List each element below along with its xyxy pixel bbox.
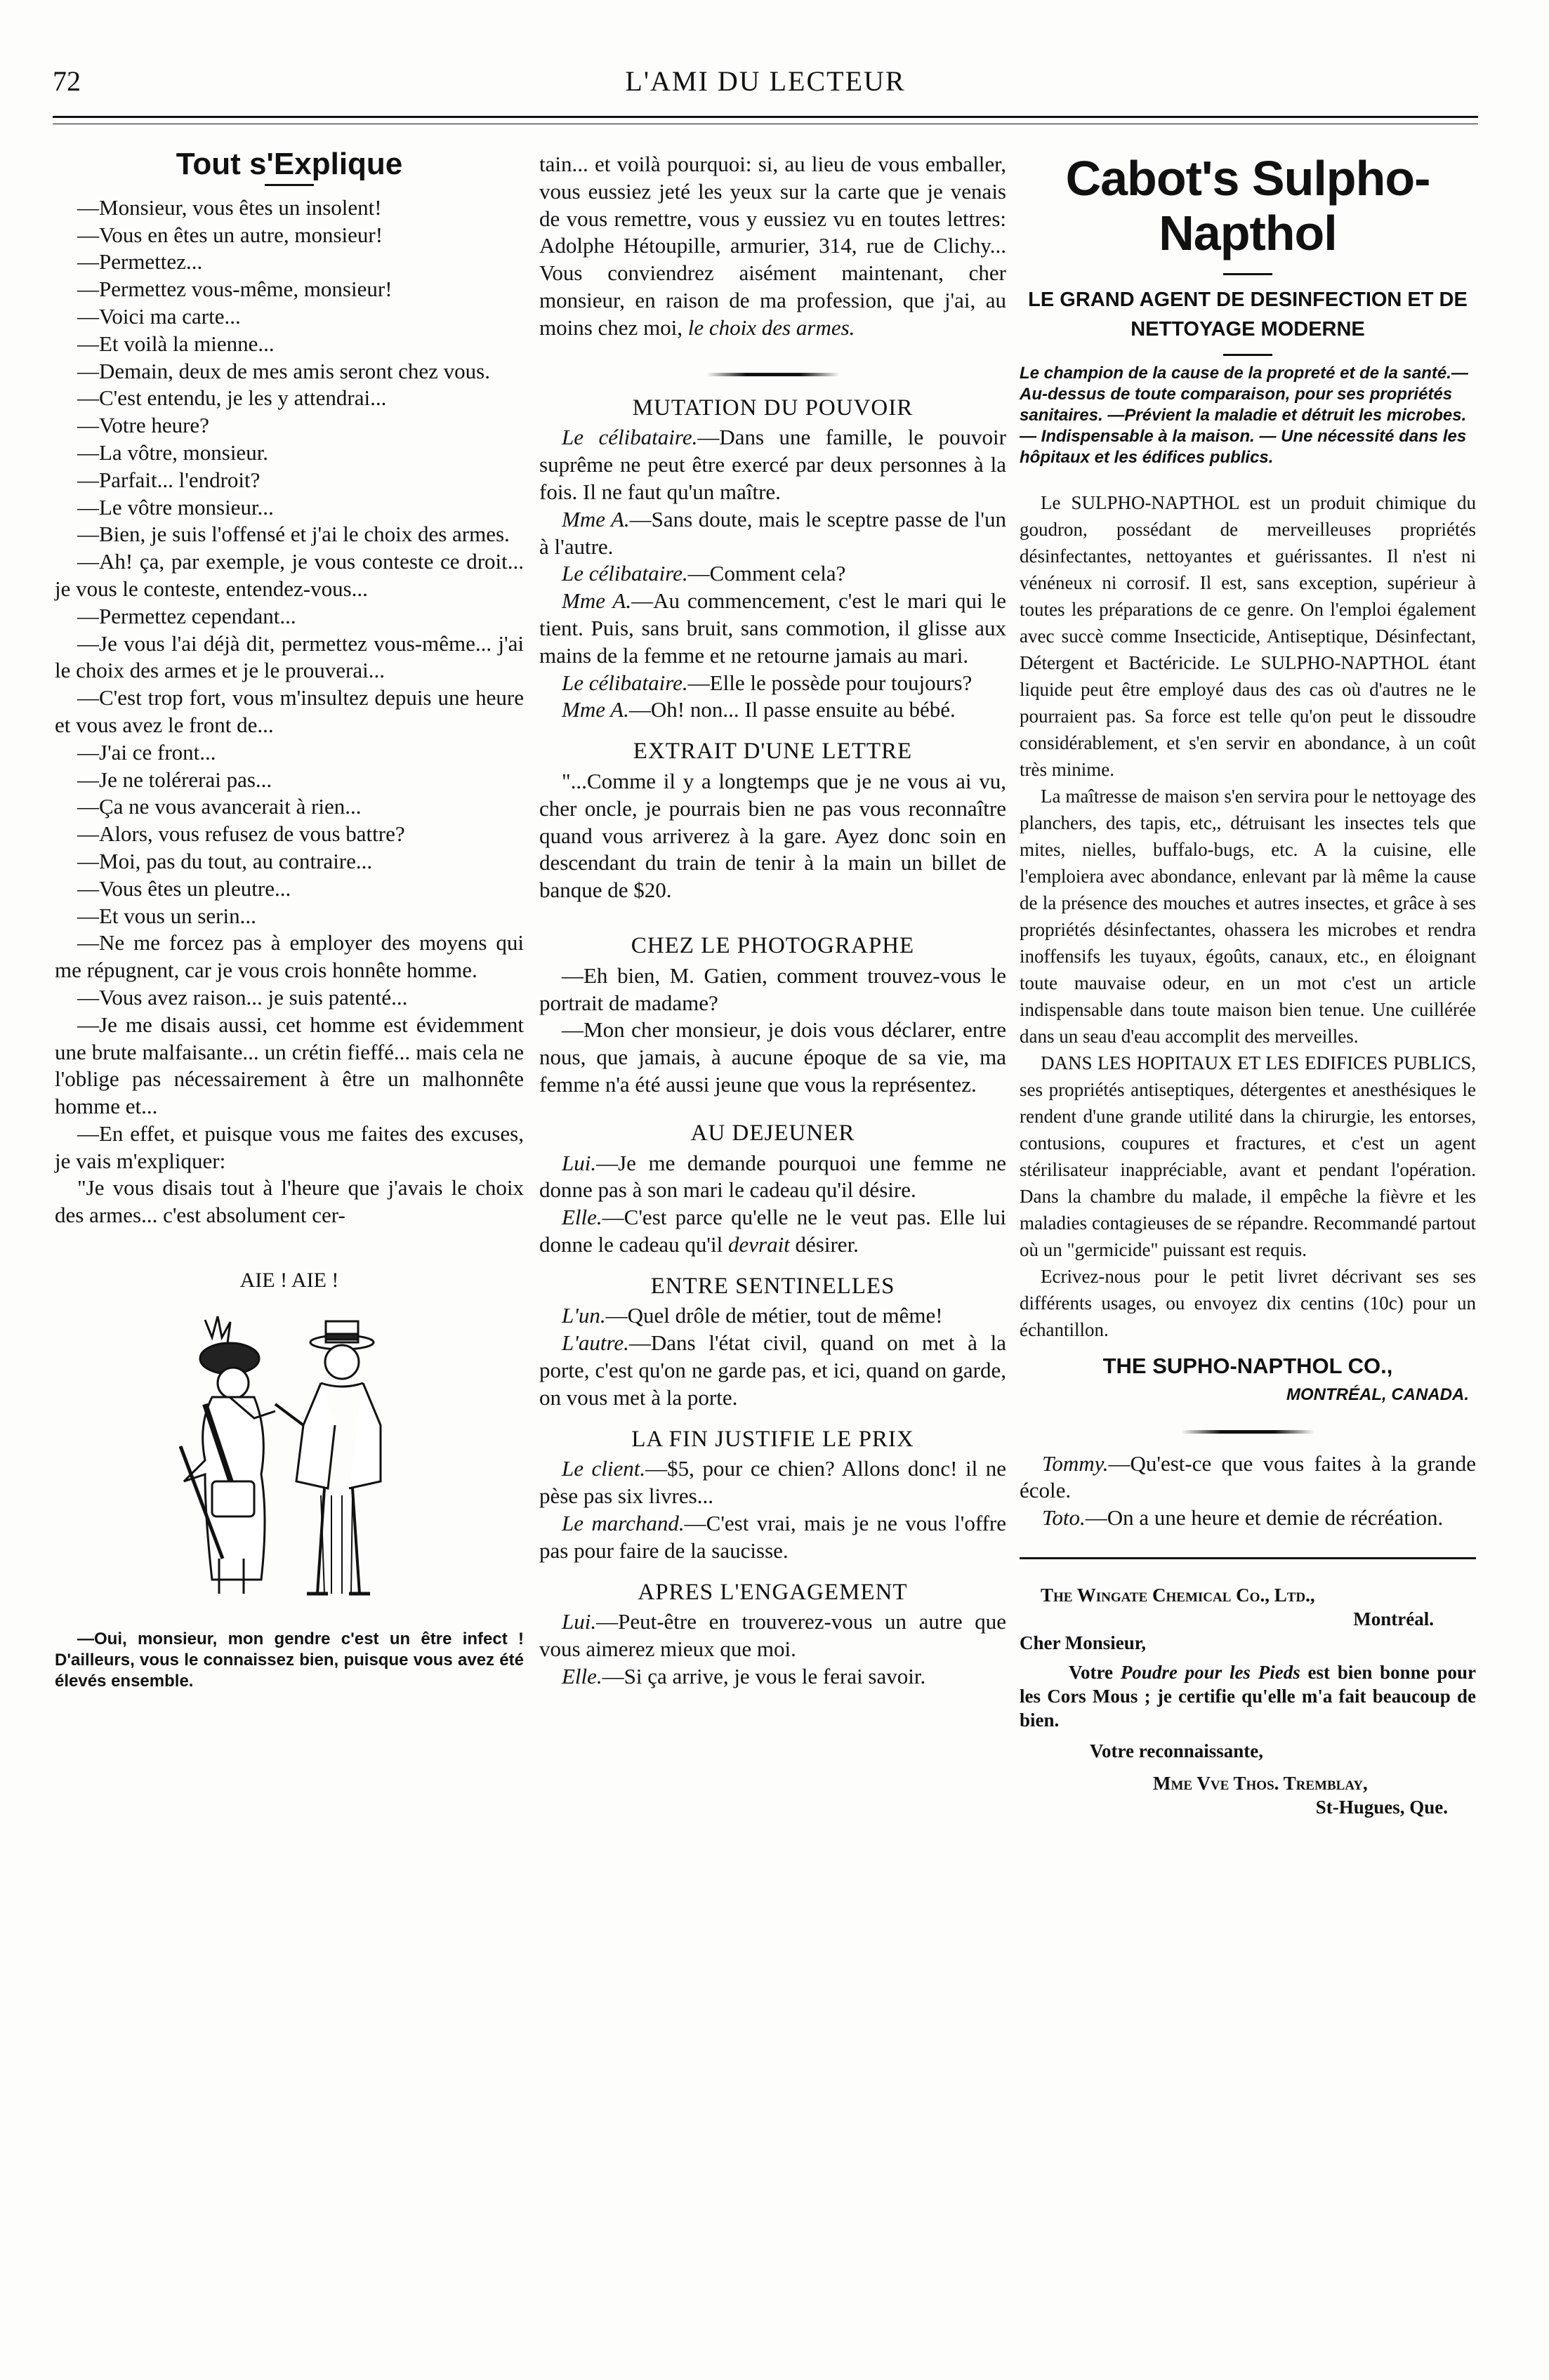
dialogue-line: —Moi, pas du tout, au contraire... — [77, 848, 373, 873]
dialogue-line — [539, 506, 1006, 561]
cartoon-title: AIE ! AIE ! — [239, 1269, 339, 1293]
ad-company-city: MONTRÉAL, CANADA. — [1286, 1384, 1469, 1404]
dialogue-line: —En effet, et puisque vous me faites des excuses, je vais m'expliquer: — [55, 1120, 524, 1173]
dialogue-line — [539, 560, 1006, 588]
section-rule — [1020, 1557, 1476, 1559]
speaker: Le célibataire. — [562, 561, 688, 586]
line-emphasis: devrait — [727, 1231, 790, 1257]
line-text: —Dans l'état civil, quand on met à la porte, c'est qu'on ne garde pas, et ici, quand on garde, on vous met à la porte. — [539, 1330, 1006, 1410]
dialogue-line — [539, 1663, 1006, 1691]
dialogue-line — [539, 1204, 1006, 1259]
dialogue-line: —Demain, deux de mes amis seront chez vous. — [77, 358, 490, 383]
ornament-rule — [1181, 1430, 1314, 1434]
section-title: EXTRAIT D'UNE LETTRE — [633, 739, 913, 765]
ad-tagline: Le champion de la cause de la propreté et de la santé.—Au-dessus de toute comparaison, pour ses propriétés sanitaires. —Prévient la maladie et détruit les microbes. — Indispensable à la maison. — Une nécessité dans les hôpitaux et les édifices publics. — [1020, 364, 1468, 467]
dialogue-line: —Ça ne vous avancerait à rien... — [77, 794, 362, 819]
ad-paragraph: Le SULPHO-NAPTHOL est un produit chimique du goudron, possédant de merveilleuses propriétés désinfectantes, nettoyantes et guérissantes. Il n'est ni vénéneux ni corrosif. Il est, sans exception, supérieur à toutes les préparations de ce genre. On l'emploi également avec succè comme Insecticide, Antiseptique, Désinfectant, Détergent et Bactéricide. Le SULPHO-NAPTHOL étant liquide peut être employé daus des cas où d'autres ne le pourraient pas. Sa force est telle qu'on peut le dissoudre considérablement, et s'en servir en abondance, à un coût très minime. — [1020, 492, 1476, 780]
speaker: Le célibataire. — [562, 425, 698, 450]
line-text: —On a une heure et demie de récréation. — [1085, 1505, 1444, 1531]
speaker: Mme A. — [562, 697, 629, 722]
running-title: L'AMI DU LECTEUR — [625, 65, 906, 97]
line-text: —Oh! non... Il passe ensuite au bébé. — [628, 697, 956, 722]
dialogue-line: —Alors, vous refusez de vous battre? — [77, 821, 405, 847]
page-header — [53, 65, 1478, 107]
continuation-text — [539, 151, 1006, 342]
dialogue-line: —Vous avez raison... je suis patenté... — [77, 984, 408, 1010]
ad-title-rule — [1223, 273, 1272, 275]
dialogue-line — [1020, 1450, 1476, 1505]
dialogue-line: —Et vous un serin... — [77, 903, 256, 928]
continuation-body: tain... et voilà pourquoi: si, au lieu de vous emballer, vous eussiez jeté les yeux sur la carte que je venais de vous remettre, vous y eussiez vu en toutes lettres: Adolphe Hétoupille, armurier, 314, rue de Clichy... Vous conviendrez aisément maintenant, cher monsieur, en raison de ma profession, que j'ai, au moins chez moi, — [539, 152, 1006, 340]
line-text: —Au commencement, c'est le mari qui le tient. Puis, sans bruit, sans commotion, il glisse aux mains de la femme et ne retourne jamais au mari. — [539, 588, 1006, 668]
dialogue-line: —J'ai ce front... — [77, 739, 216, 765]
dialogue-line — [539, 588, 1006, 669]
dialogue-line — [539, 1455, 1006, 1510]
column-right — [1020, 151, 1476, 1819]
line-text: —C'est parce qu'elle ne le veut pas. Elle lui donne le cadeau qu'il — [539, 1205, 1006, 1257]
dialogue-line: —Je ne tolérerai pas... — [77, 767, 272, 792]
section-title: AU DEJEUNER — [690, 1120, 855, 1146]
column-middle — [539, 151, 1006, 1691]
dialogue-line: —Et voilà la mienne... — [77, 331, 275, 356]
dialogue-line: —Vous êtes un pleutre... — [77, 875, 291, 901]
dialogue-line: —Permettez vous-même, monsieur! — [77, 277, 393, 302]
dialogue-line — [539, 1150, 1006, 1205]
paragraph: —Eh bien, M. Gatien, comment trouvez-vous le portrait de madame? — [539, 963, 1006, 1015]
letter-addressee-city: Montréal. — [1353, 1608, 1434, 1629]
ad-paragraph: La maîtresse de maison s'en servira pour le nettoyage des planchers, des tapis, etc,, détruisant les insectes tels que mites, nielles, buffalo-bugs, etc. A la cuisine, elle l'emploiera avec abondance, enlevant par là même la cause de la présence des mouches et autres insectes, et grâce à ses propriétés désinfectantes, ohassera les microbes et rendra inoffensifs les tuyaux, égoûts, canaux, etc., en éloignant toute mauvaise odeur, en un mot c'est un article indispensable dans toute maison bien tenue. Une cuillérée dans un seau d'eau accomplit des merveilles. — [1020, 786, 1476, 1047]
letter-text: est bien bonne pour les Cors Mous ; je certifie qu'elle m'a fait beaucoup de bien. — [1020, 1661, 1477, 1731]
testimonial-letter — [1020, 1583, 1476, 1819]
title-rule — [265, 184, 314, 186]
letter-addressee: The Wingate Chemical Co., Ltd., — [1041, 1584, 1315, 1606]
speaker: Le célibataire. — [562, 670, 688, 695]
letter-emphasis: Poudre pour les Pieds — [1120, 1661, 1300, 1683]
speaker: Le marchand. — [562, 1511, 685, 1536]
article-title: Tout s'Explique — [176, 147, 403, 181]
dialogue-line: —C'est entendu, je les y attendrai... — [77, 385, 387, 411]
dialogue-line: —Je me disais aussi, cet homme est évidemment une brute malfaisante... un crétin fieffé... mais cela ne l'oblige pas nécessairement à être un malhonnête homme et... — [55, 1012, 524, 1119]
line-text: —C'est vrai, mais je ne vous l'offre pas pour faire de la saucisse. — [539, 1511, 1006, 1563]
dialogue-line: —Ah! ça, par exemple, je vous conteste ce droit... je vous le conteste, entendez-vous... — [55, 549, 524, 601]
dialogue-line — [539, 696, 1006, 724]
letter-place: St-Hugues, Que. — [1315, 1796, 1448, 1818]
dialogue-line: —Permettez... — [77, 249, 203, 275]
dialogue-line: —Parfait... l'endroit? — [77, 467, 261, 492]
ad-body — [1020, 489, 1476, 1343]
line-text: —Comment cela? — [687, 561, 846, 586]
speaker: Mme A. — [562, 506, 630, 531]
dialogue-line: —Le vôtre monsieur... — [77, 494, 274, 520]
dialogue-line: —La vôtre, monsieur. — [77, 439, 269, 465]
continuation-emphasis: le choix des armes. — [687, 315, 855, 340]
speaker: Tommy. — [1042, 1450, 1109, 1476]
dialogue-line: —Votre heure? — [77, 413, 209, 438]
line-text: —Elle le possède pour toujours? — [687, 670, 973, 695]
letter-body — [1020, 1660, 1476, 1732]
ad-paragraph: Ecrivez-nous pour le petit livret décrivant ses ses différents usages, ou envoyez dix centins (10c) pour un échantillon. — [1020, 1266, 1476, 1340]
paragraph: "...Comme il y a longtemps que je ne vous ai vu, cher oncle, je pourrais bien ne pas vous reconnaître quand vous arriverez à la gare. Ayez donc soin en descendant du train de tenir à la main un billet de banque de $20. — [539, 768, 1006, 903]
speaker: Lui. — [562, 1609, 597, 1634]
dialogue-line — [539, 424, 1006, 505]
header-rule-thick — [53, 116, 1478, 118]
dialogue-line: —C'est trop fort, vous m'insultez depuis une heure et vous avez le front de... — [55, 685, 524, 737]
speaker: Mme A. — [562, 588, 632, 614]
line-text: —Je me demande pourquoi une femme ne donne pas à son mari le cadeau qu'il désire. — [539, 1150, 1006, 1203]
speaker: L'un. — [562, 1303, 606, 1328]
line-text: —$5, pour ce chien? Allons donc! il ne pèse pas six livres... — [539, 1456, 1006, 1509]
ornament-rule — [706, 373, 840, 376]
cartoon-illustration — [163, 1306, 416, 1608]
ad-paragraph: DANS LES HOPITAUX ET LES EDIFICES PUBLICS, ses propriétés antiseptiques, détergentes et anesthésiques le rendent d'une grande utilité dans la chirurgie, les entorses, contusions, coupures et fractures, et c'est un agent stérilisateur inappréciable, avant et pendant l'opération. Dans la chambre du malade, il empêche la fièvre et les maladies contagieuses de se répandre. Recommandé partout où un "germicide" puissant est requis. — [1020, 1052, 1476, 1260]
section-title: LA FIN JUSTIFIE LE PRIX — [631, 1426, 914, 1452]
ad-subtitle-rule — [1223, 354, 1272, 356]
speaker: Lui. — [562, 1150, 597, 1175]
dialogue-line: —Monsieur, vous êtes un insolent! — [77, 194, 382, 220]
section-title: ENTRE SENTINELLES — [650, 1273, 895, 1299]
line-text: —Peut-être en trouverez-vous un autre que vous aimerez mieux que moi. — [539, 1609, 1006, 1662]
section-title: APRES L'ENGAGEMENT — [638, 1579, 908, 1605]
letter-signature: Mme Vve Thos. Tremblay, — [1153, 1772, 1368, 1794]
dialogue-line: "Je vous disais tout à l'heure que j'avais le choix des armes... c'est absolument cer- — [55, 1175, 524, 1228]
letter-salutation: Cher Monsieur, — [1020, 1632, 1147, 1653]
dialogue-line: —Ne me forcez pas à employer des moyens qui me répugnent, car je vous crois honnête homme. — [55, 930, 524, 983]
speaker: Elle. — [562, 1664, 602, 1689]
letter-text: Votre — [1069, 1661, 1113, 1683]
dialogue-line: —Permettez cependant... — [77, 603, 296, 628]
section-title: CHEZ LE PHOTOGRAPHE — [631, 932, 915, 958]
line-text: —Qu'est-ce que vous faites à la grande école. — [1020, 1450, 1476, 1503]
dialogue-line: —Je vous l'ai déjà dit, permettez vous-même... j'ai le choix des armes et je le prouverai... — [55, 630, 524, 683]
ad-company-name: THE SUPHO-NAPTHOL CO., — [1102, 1354, 1393, 1378]
section-title: MUTATION DU POUVOIR — [632, 395, 914, 421]
line-text: —Si ça arrive, je vous le ferai savoir. — [602, 1664, 926, 1689]
paragraph: —Mon cher monsieur, je dois vous déclarer, entre nous, que jamais, à aucune époque de sa vie, ma femme n'a été aussi jeune que vous la représentez. — [539, 1017, 1006, 1097]
dialogue-line — [539, 1608, 1006, 1663]
line-text: —Quel drôle de métier, tout de même! — [605, 1303, 943, 1328]
ad-title: Cabot's Sulpho-Napthol — [1065, 151, 1430, 260]
dialogue-line — [539, 1330, 1006, 1411]
line-text: —Sans doute, mais le sceptre passe de l'un à l'autre. — [539, 506, 1006, 559]
column-left — [55, 147, 524, 1692]
dialogue-line — [539, 670, 1006, 697]
dialogue-line: —Bien, je suis l'offensé et j'ai le choix des armes. — [77, 522, 510, 547]
cartoon-caption: —Oui, monsieur, mon gendre c'est un être infect ! D'ailleurs, vous le connaissez bien, puisque vous avez été élevés ensemble. — [55, 1629, 524, 1691]
page-number: 72 — [53, 65, 81, 97]
speaker: Le client. — [562, 1456, 646, 1481]
speaker: Toto. — [1042, 1505, 1086, 1531]
dialogue-line — [1020, 1505, 1476, 1532]
dialogue-line — [539, 1302, 1006, 1330]
ad-subtitle: LE GRAND AGENT DE DESINFECTION ET DE NETTOYAGE MODERNE — [1028, 289, 1468, 341]
dialogue-line: —Voici ma carte... — [77, 303, 241, 329]
dialogue-line — [539, 1510, 1006, 1565]
line-text: —Dans une famille, le pouvoir suprême ne peut être exercé par deux personnes à la fois. Il ne faut qu'un maître. — [539, 425, 1006, 504]
line-text: désirer. — [795, 1231, 859, 1257]
dialogue-line: —Vous en êtes un autre, monsieur! — [77, 222, 383, 247]
speaker: L'autre. — [562, 1330, 629, 1356]
letter-closing: Votre reconnaissante, — [1090, 1740, 1263, 1761]
dialogue-lines — [55, 194, 524, 1229]
speaker: Elle. — [562, 1205, 602, 1230]
